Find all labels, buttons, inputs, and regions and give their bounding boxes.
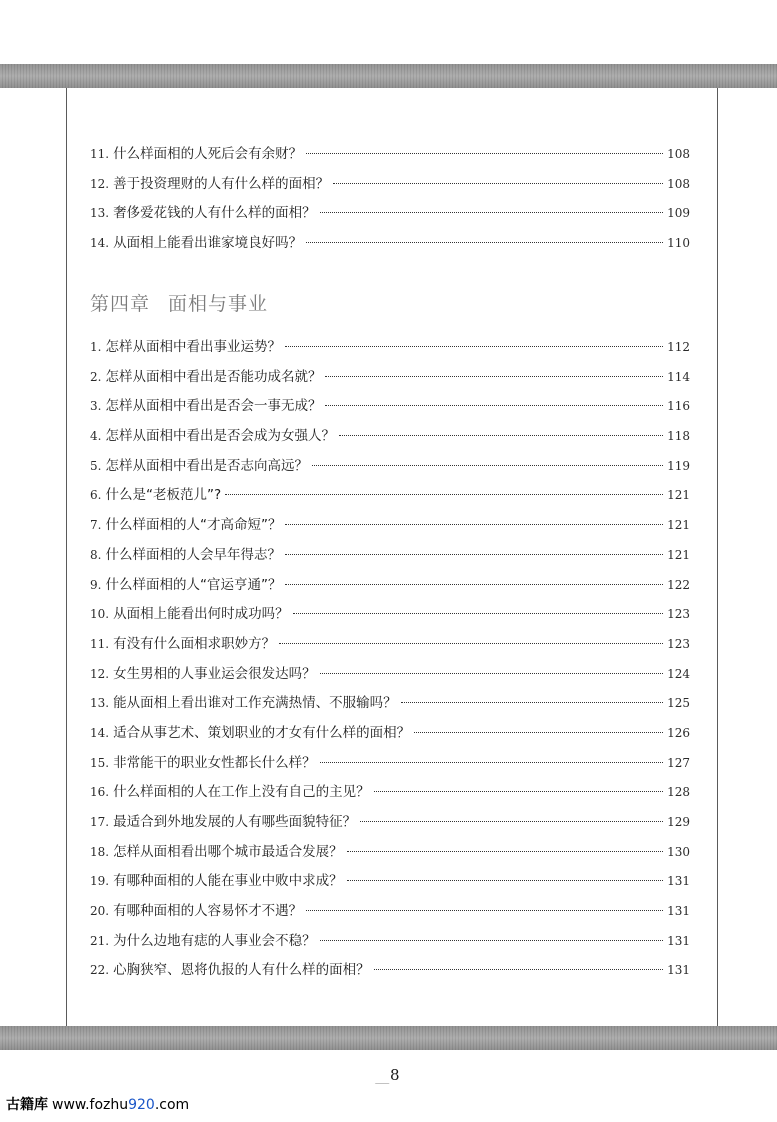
toc-entry-number: 22. xyxy=(90,963,110,978)
toc-entry[interactable] xyxy=(90,600,690,630)
toc-entry-title: 什么样面相的人“官运亨通”？ xyxy=(105,576,282,593)
toc-entry-page: 121 xyxy=(667,488,690,503)
toc-entry[interactable] xyxy=(90,660,690,690)
toc-entry-page: 131 xyxy=(667,963,690,978)
toc-entry-title: 心胸狭窄、恩将仇报的人有什么样的面相？ xyxy=(113,962,370,979)
toc-entry-title: 怎样从面相中看出事业运势？ xyxy=(105,339,281,355)
toc-entry-number: 17. xyxy=(90,815,110,829)
toc-entry-number: 3. xyxy=(90,399,102,414)
toc-entry-page: 131 xyxy=(667,933,690,948)
toc-entry[interactable] xyxy=(90,927,690,957)
toc-entry-title: 怎样从面相中看出是否志向高远？ xyxy=(105,457,308,474)
toc-entry-number: 5. xyxy=(90,458,102,473)
toc-entry-title: 什么是“老板范儿”? xyxy=(105,487,222,504)
toc-entry[interactable] xyxy=(90,749,690,779)
toc-entry[interactable] xyxy=(90,363,690,393)
toc-entry-title: 为什么边地有痣的人事业会不稳？ xyxy=(113,932,316,949)
toc-entry-page: 110 xyxy=(667,236,690,251)
toc-entry-number: 13. xyxy=(90,206,110,221)
right-margin-rule xyxy=(717,88,718,1026)
toc-entry-title: 能从面相上看出谁对工作充满热情、不服输吗？ xyxy=(113,695,397,712)
toc-entry-page: 126 xyxy=(667,725,690,740)
toc-leader-dots xyxy=(374,969,664,970)
toc-entry-page: 121 xyxy=(667,518,690,533)
toc-leader-dots xyxy=(347,880,664,881)
toc-entry-title: 什么样面相的人“才高命短”？ xyxy=(105,517,282,534)
toc-leader-dots xyxy=(225,494,663,495)
toc-leader-dots xyxy=(401,702,664,703)
page-number: 8 xyxy=(390,1066,400,1084)
toc-leader-dots xyxy=(320,212,664,213)
toc-entry-number: 6. xyxy=(90,488,102,503)
toc-entry-title: 什么样面相的人会早年得志？ xyxy=(105,546,281,563)
toc-entry[interactable] xyxy=(90,140,690,170)
chapter-heading xyxy=(90,289,286,319)
toc-entry-number: 9. xyxy=(90,577,102,592)
toc-entry-title: 女生男相的人事业运会很发达吗？ xyxy=(113,665,316,682)
toc-entry-number: 13. xyxy=(90,696,110,711)
toc-leader-dots xyxy=(333,183,663,184)
toc-entry-page: 112 xyxy=(667,340,690,354)
toc-leader-dots xyxy=(306,910,663,911)
site-watermark xyxy=(6,1094,189,1114)
toc-entry[interactable] xyxy=(90,392,690,422)
toc-entry[interactable] xyxy=(90,511,690,541)
toc-leader-dots xyxy=(306,153,663,154)
toc-entry-number: 2. xyxy=(90,369,102,384)
toc-entry-number: 19. xyxy=(90,874,110,889)
toc-entry-number: 16. xyxy=(90,785,110,800)
toc-leader-dots xyxy=(285,554,663,555)
toc-entry-title: 怎样从面相中看出是否能功成名就？ xyxy=(105,368,322,385)
toc-entry[interactable] xyxy=(90,452,690,482)
toc-entry-page: 131 xyxy=(667,874,690,889)
toc-entry-page: 108 xyxy=(667,147,690,161)
toc-entry-title: 什么样面相的人在工作上没有自己的主见？ xyxy=(113,784,370,801)
toc-entry[interactable] xyxy=(90,541,690,571)
toc-entry-number: 10. xyxy=(90,607,110,622)
toc-entry-page: 116 xyxy=(667,399,690,414)
toc-entry-title: 有没有什么面相求职妙方？ xyxy=(113,635,276,652)
toc-entry-page: 127 xyxy=(667,755,690,770)
toc-leader-dots xyxy=(279,643,663,644)
toc-leader-dots xyxy=(320,940,664,941)
toc-list-previous-chapter xyxy=(90,140,690,259)
toc-entry-number: 21. xyxy=(90,933,110,948)
toc-entry-page: 129 xyxy=(667,815,690,829)
watermark-site: www.fozhu920.com xyxy=(52,1097,190,1113)
toc-entry-number: 14. xyxy=(90,725,110,740)
toc-leader-dots xyxy=(285,524,663,525)
toc-entry-title: 最适合到外地发展的人有哪些面貌特征？ xyxy=(113,814,357,830)
toc-entry-page: 108 xyxy=(667,176,690,191)
watermark-name: 古籍库 xyxy=(6,1097,48,1113)
toc-entry[interactable] xyxy=(90,838,690,868)
toc-leader-dots xyxy=(320,762,664,763)
toc-entry-number: 7. xyxy=(90,518,102,533)
toc-leader-dots xyxy=(360,821,663,822)
toc-entry[interactable] xyxy=(90,481,690,511)
toc-entry-page: 119 xyxy=(667,458,690,473)
toc-entry-number: 15. xyxy=(90,755,110,770)
toc-leader-dots xyxy=(285,584,663,585)
toc-entry-page: 130 xyxy=(667,844,690,859)
toc-leader-dots xyxy=(347,851,664,852)
toc-leader-dots xyxy=(285,346,663,347)
toc-entry[interactable] xyxy=(90,689,690,719)
chapter-label: 第四章 xyxy=(90,293,151,315)
toc-entry[interactable] xyxy=(90,229,690,259)
toc-entry-number: 4. xyxy=(90,429,102,444)
toc-entry[interactable] xyxy=(90,956,690,986)
toc-entry-title: 适合从事艺术、策划职业的才女有什么样的面相？ xyxy=(113,724,411,741)
toc-entry-page: 109 xyxy=(667,206,690,221)
toc-entry[interactable] xyxy=(90,897,690,927)
toc-leader-dots xyxy=(414,732,663,733)
toc-entry-number: 12. xyxy=(90,666,110,681)
toc-entry[interactable] xyxy=(90,422,690,452)
toc-entry-page: 128 xyxy=(667,785,690,800)
toc-leader-dots xyxy=(374,791,664,792)
toc-entry-title: 从面相上能看出谁家境良好吗？ xyxy=(113,235,303,252)
toc-list-chapter-four xyxy=(90,333,690,986)
toc-entry-number: 20. xyxy=(90,904,110,919)
toc-leader-dots xyxy=(325,405,663,406)
toc-entry-number: 11. xyxy=(90,636,110,651)
toc-entry-title: 非常能干的职业女性都长什么样？ xyxy=(113,754,316,771)
left-margin-rule xyxy=(66,88,67,1026)
top-gray-band xyxy=(0,64,777,88)
toc-entry-number: 14. xyxy=(90,236,110,251)
bottom-gray-band xyxy=(0,1026,777,1050)
toc-entry[interactable] xyxy=(90,778,690,808)
toc-leader-dots xyxy=(320,673,664,674)
toc-leader-dots xyxy=(306,242,663,243)
toc-entry-title: 奢侈爱花钱的人有什么样的面相？ xyxy=(113,205,316,222)
toc-entry-page: 122 xyxy=(667,577,690,592)
toc-entry-title: 从面相上能看出何时成功吗？ xyxy=(113,606,289,623)
toc-leader-dots xyxy=(325,376,663,377)
toc-entry-number: 11. xyxy=(90,147,110,161)
toc-entry[interactable] xyxy=(90,333,690,363)
toc-entry-title: 怎样从面相看出哪个城市最适合发展？ xyxy=(113,843,343,860)
toc-entry-number: 1. xyxy=(90,340,102,354)
toc-entry[interactable] xyxy=(90,571,690,601)
toc-entry[interactable] xyxy=(90,199,690,229)
toc-entry-title: 什么样面相的人死后会有余财？ xyxy=(113,146,303,162)
toc-entry[interactable] xyxy=(90,808,690,838)
toc-entry-page: 125 xyxy=(667,696,690,711)
toc-entry[interactable] xyxy=(90,719,690,749)
toc-entry-page: 123 xyxy=(667,607,690,622)
toc-entry[interactable] xyxy=(90,867,690,897)
toc-entry[interactable] xyxy=(90,630,690,660)
toc-entry-number: 8. xyxy=(90,547,102,562)
toc-leader-dots xyxy=(312,465,663,466)
toc-entry-number: 18. xyxy=(90,844,110,859)
toc-entry-title: 有哪种面相的人能在事业中败中求成？ xyxy=(113,873,343,890)
toc-leader-dots xyxy=(293,613,664,614)
toc-entry-page: 118 xyxy=(667,429,690,444)
toc-entry-number: 12. xyxy=(90,176,110,191)
toc-entry-page: 114 xyxy=(667,369,690,384)
toc-entry[interactable] xyxy=(90,170,690,200)
toc-entry-title: 怎样从面相中看出是否会成为女强人？ xyxy=(105,428,335,445)
toc-entry-page: 121 xyxy=(667,547,690,562)
toc-entry-page: 131 xyxy=(667,904,690,919)
toc-entry-title: 善于投资理财的人有什么样的面相？ xyxy=(113,175,330,192)
toc-entry-title: 有哪种面相的人容易怀才不遇？ xyxy=(113,903,303,920)
toc-entry-page: 124 xyxy=(667,666,690,681)
page-number-mark xyxy=(366,1073,389,1084)
toc-leader-dots xyxy=(339,435,663,436)
chapter-title: 面相与事业 xyxy=(168,293,269,315)
toc-entry-page: 123 xyxy=(667,636,690,651)
toc-entry-title: 怎样从面相中看出是否会一事无成？ xyxy=(105,398,322,415)
